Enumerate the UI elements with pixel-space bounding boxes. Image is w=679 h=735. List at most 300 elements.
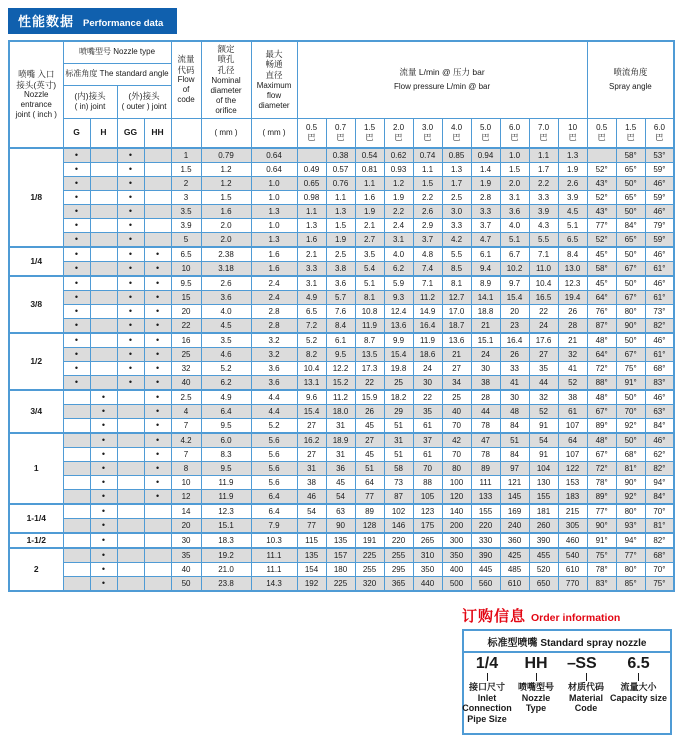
joint-dot-cell: [63, 519, 90, 534]
joint-dot-cell: •: [63, 247, 90, 262]
joint-dot-cell: •: [90, 504, 117, 519]
table-row: [9, 362, 674, 376]
flow-code-cell: 4.2: [171, 433, 201, 448]
flow-value-cell: 32: [529, 390, 558, 405]
order-tick-mark: [536, 673, 537, 681]
table-row: [9, 504, 674, 519]
flow-value-cell: 28: [471, 390, 500, 405]
spray-angle-value-cell: 53°: [645, 148, 674, 163]
orifice-value-cell: 5.2: [201, 362, 251, 376]
spray-angle-value-cell: 91°: [616, 376, 645, 391]
joint-dot-cell: •: [63, 333, 90, 348]
inlet-size-cell: 1/4: [9, 247, 63, 276]
flow-value-cell: 0.81: [355, 163, 384, 177]
flow-value-cell: 1.5: [413, 177, 442, 191]
flow-value-cell: 78: [471, 419, 500, 434]
flow-value-cell: 18.0: [326, 405, 355, 419]
max-diameter-value-cell: 1.3: [251, 233, 297, 248]
joint-dot-cell: [63, 548, 90, 563]
max-diameter-value-cell: 6.4: [251, 504, 297, 519]
joint-dot-cell: [90, 362, 117, 376]
flow-value-cell: 1.3: [297, 219, 326, 233]
order-code-label: 材质代码: [567, 682, 604, 692]
flow-value-cell: 9.3: [384, 291, 413, 305]
inlet-size-cell: 3/8: [9, 276, 63, 333]
joint-dot-cell: [144, 191, 171, 205]
flow-value-cell: 6.1: [326, 333, 355, 348]
flow-code-cell: 10: [171, 262, 201, 277]
spray-angle-value-cell: 59°: [645, 163, 674, 177]
spray-angle-value-cell: 70°: [645, 504, 674, 519]
flow-value-cell: 61: [413, 419, 442, 434]
max-diameter-value-cell: 14.3: [251, 577, 297, 592]
orifice-value-cell: 12.3: [201, 504, 251, 519]
flow-value-cell: 18.2: [384, 390, 413, 405]
joint-dot-cell: [144, 205, 171, 219]
flow-code-cell: 2.5: [171, 390, 201, 405]
flow-value-cell: 24: [529, 319, 558, 334]
joint-dot-cell: [90, 233, 117, 248]
flow-value-cell: 40: [442, 405, 471, 419]
spray-angle-value-cell: 46°: [645, 205, 674, 219]
table-row: [9, 205, 674, 219]
flow-value-cell: 22: [529, 305, 558, 319]
spray-angle-value-cell: 65°: [616, 191, 645, 205]
flow-value-cell: 2.5: [326, 247, 355, 262]
inlet-size-cell: 2: [9, 548, 63, 591]
flow-value-cell: 22: [355, 376, 384, 391]
order-code-value: HH: [524, 655, 548, 672]
joint-dot-cell: [117, 476, 144, 490]
spray-angle-value-cell: 85°: [616, 577, 645, 592]
flow-value-cell: 89: [355, 504, 384, 519]
flow-value-cell: 27: [297, 419, 326, 434]
flow-value-cell: 16.4: [500, 333, 529, 348]
flow-value-cell: 6.5: [558, 233, 587, 248]
flow-value-cell: 31: [326, 448, 355, 462]
joint-dot-cell: [63, 490, 90, 505]
spray-angle-value-cell: 46°: [645, 390, 674, 405]
flow-value-cell: 400: [442, 563, 471, 577]
flow-value-cell: 4.7: [471, 233, 500, 248]
bar-unit-label: 巴: [597, 132, 606, 142]
joint-dot-cell: •: [117, 376, 144, 391]
bar-unit-label: 巴: [481, 132, 490, 142]
flow-value-cell: 36: [326, 462, 355, 476]
flow-value-cell: 5.5: [442, 247, 471, 262]
joint-code-header: H: [90, 118, 117, 148]
flow-value-cell: 310: [413, 548, 442, 563]
flow-value-cell: 31: [326, 419, 355, 434]
joint-dot-cell: [144, 219, 171, 233]
flow-value-cell: 31: [297, 462, 326, 476]
flow-value-cell: 10.4: [529, 276, 558, 291]
max-diameter-value-cell: 5.6: [251, 462, 297, 476]
inlet-size-cell: 1-1/2: [9, 533, 63, 548]
flow-value-cell: 5.2: [297, 333, 326, 348]
joint-dot-cell: [144, 533, 171, 548]
joint-dot-cell: •: [144, 376, 171, 391]
flow-value-cell: 26: [500, 348, 529, 362]
flow-value-cell: 9.4: [471, 262, 500, 277]
inlet-size-cell: 1/8: [9, 148, 63, 247]
joint-dot-cell: •: [63, 205, 90, 219]
spray-angle-value-cell: 50°: [616, 276, 645, 291]
order-code-label: Pipe Size: [467, 713, 507, 724]
header-unit-row: [9, 118, 674, 148]
header-spray-angle: 喷流角度 Spray angle: [587, 41, 674, 118]
spray-angle-value-cell: 77°: [587, 504, 616, 519]
table-row: [9, 405, 674, 419]
joint-dot-cell: [144, 548, 171, 563]
joint-dot-cell: [90, 177, 117, 191]
flow-value-cell: 8.9: [471, 276, 500, 291]
spray-angle-value-cell: 75°: [645, 577, 674, 592]
joint-dot-cell: •: [117, 362, 144, 376]
spray-angle-col-header: [587, 118, 616, 148]
flow-value-cell: 90: [326, 519, 355, 534]
table-row: [9, 219, 674, 233]
inlet-size-cell: 1/2: [9, 333, 63, 390]
header-nozzle-type: 喷嘴型号 Nozzle type: [63, 41, 171, 63]
joint-dot-cell: •: [63, 163, 90, 177]
orifice-value-cell: 2.0: [201, 219, 251, 233]
joint-dot-cell: •: [144, 262, 171, 277]
spray-angle-value-cell: 48°: [587, 433, 616, 448]
orifice-value-cell: 6.4: [201, 405, 251, 419]
flow-value-cell: 3.1: [500, 191, 529, 205]
spray-angle-value-cell: [587, 148, 616, 163]
pressure-col-header: [529, 118, 558, 148]
flow-value-cell: 12.7: [442, 291, 471, 305]
flow-value-cell: 33: [500, 362, 529, 376]
joint-dot-cell: •: [144, 333, 171, 348]
flow-value-cell: 45: [355, 448, 384, 462]
joint-dot-cell: [117, 548, 144, 563]
flow-value-cell: 4.5: [558, 205, 587, 219]
flow-value-cell: 1.1: [413, 163, 442, 177]
flow-value-cell: 15.9: [355, 390, 384, 405]
pressure-value-label: 5.0: [479, 122, 492, 132]
pressure-col-header: [471, 118, 500, 148]
flow-value-cell: 61: [413, 448, 442, 462]
flow-value-cell: 169: [500, 504, 529, 519]
spray-angle-value-cell: 50°: [616, 433, 645, 448]
flow-value-cell: 11.2: [326, 390, 355, 405]
flow-value-cell: 2.6: [558, 177, 587, 191]
flow-value-cell: 500: [442, 577, 471, 592]
joint-dot-cell: •: [63, 319, 90, 334]
flow-value-cell: 97: [500, 462, 529, 476]
pressure-value-label: 0.7: [334, 122, 347, 132]
flow-value-cell: 5.5: [529, 233, 558, 248]
joint-dot-cell: •: [63, 348, 90, 362]
flow-value-cell: 1.9: [326, 233, 355, 248]
spray-angle-value-cell: 92°: [616, 419, 645, 434]
spray-angle-value-cell: 72°: [587, 362, 616, 376]
pressure-value-label: 7.0: [537, 122, 550, 132]
table-row: [9, 419, 674, 434]
joint-dot-cell: [144, 504, 171, 519]
flow-value-cell: 4.8: [413, 247, 442, 262]
order-information-section: [462, 605, 672, 735]
flow-value-cell: 0.54: [355, 148, 384, 163]
table-body: [9, 148, 674, 591]
spray-angle-value-cell: 50°: [616, 205, 645, 219]
flow-value-cell: 13.5: [355, 348, 384, 362]
joint-dot-cell: •: [144, 433, 171, 448]
flow-value-cell: 128: [355, 519, 384, 534]
flow-value-cell: 0.49: [297, 163, 326, 177]
spray-angle-value-cell: 92°: [616, 490, 645, 505]
joint-dot-cell: [90, 205, 117, 219]
flow-code-cell: 20: [171, 519, 201, 534]
pressure-col-header: [500, 118, 529, 148]
flow-value-cell: 48: [500, 405, 529, 419]
spray-angle-value-cell: 90°: [587, 519, 616, 534]
table-row: [9, 490, 674, 505]
joint-dot-cell: [63, 533, 90, 548]
orifice-value-cell: 21.0: [201, 563, 251, 577]
flow-value-cell: 0.74: [413, 148, 442, 163]
flow-value-cell: 4.2: [442, 233, 471, 248]
orifice-value-cell: 4.5: [201, 319, 251, 334]
flow-value-cell: 200: [442, 519, 471, 534]
joint-dot-cell: [117, 448, 144, 462]
joint-dot-cell: •: [144, 476, 171, 490]
flow-value-cell: [297, 148, 326, 163]
flow-value-cell: 45: [326, 476, 355, 490]
flow-value-cell: 155: [529, 490, 558, 505]
max-diameter-value-cell: 0.64: [251, 148, 297, 163]
joint-dot-cell: [63, 462, 90, 476]
bar-unit-label: 巴: [365, 132, 374, 142]
flow-value-cell: 84: [500, 419, 529, 434]
flow-value-cell: 27: [529, 348, 558, 362]
flow-value-cell: 0.65: [297, 177, 326, 191]
joint-dot-cell: •: [117, 219, 144, 233]
order-code-value: 6.5: [627, 655, 650, 672]
table-row: [9, 247, 674, 262]
flow-value-cell: 32: [558, 348, 587, 362]
flow-value-cell: 4.3: [529, 219, 558, 233]
pressure-col-header: [326, 118, 355, 148]
flow-value-cell: 2.4: [384, 219, 413, 233]
header-flow-code: 流量 代码 Flow of code: [171, 41, 201, 118]
order-code-label: Connection: [462, 703, 512, 714]
table-row: [9, 476, 674, 490]
flow-value-cell: 175: [413, 519, 442, 534]
flow-value-cell: 155: [471, 504, 500, 519]
spray-angle-value-cell: 75°: [616, 362, 645, 376]
flow-value-cell: 17.6: [529, 333, 558, 348]
flow-value-cell: 70: [442, 448, 471, 462]
flow-value-cell: 300: [442, 533, 471, 548]
orifice-value-cell: 1.6: [201, 205, 251, 219]
flow-value-cell: 107: [558, 419, 587, 434]
spray-angle-value-cell: 59°: [645, 233, 674, 248]
max-diameter-value-cell: 1.0: [251, 177, 297, 191]
joint-dot-cell: •: [144, 305, 171, 319]
spray-angle-value-cell: 90°: [616, 319, 645, 334]
flow-value-cell: 46: [297, 490, 326, 505]
flow-value-cell: 220: [384, 533, 413, 548]
flow-value-cell: 11.9: [413, 333, 442, 348]
flow-value-cell: 64: [558, 433, 587, 448]
flow-value-cell: 5.1: [500, 233, 529, 248]
joint-dot-cell: •: [144, 490, 171, 505]
table-row: [9, 233, 674, 248]
flow-value-cell: 7.6: [326, 305, 355, 319]
flow-value-cell: 8.5: [442, 262, 471, 277]
flow-value-cell: 26: [355, 405, 384, 419]
order-code-label: Nozzle: [521, 692, 551, 703]
flow-value-cell: 37: [413, 433, 442, 448]
spray-angle-value-cell: 68°: [645, 548, 674, 563]
flow-value-cell: 3.7: [471, 219, 500, 233]
flow-code-cell: 25: [171, 348, 201, 362]
order-title-zh: 订购信息: [462, 608, 527, 625]
spray-angle-value-cell: 52°: [587, 163, 616, 177]
spray-angle-value-cell: 67°: [616, 348, 645, 362]
flow-value-cell: 27: [355, 433, 384, 448]
flow-value-cell: 78: [471, 448, 500, 462]
flow-value-cell: 1.1: [355, 177, 384, 191]
flow-value-cell: 3.8: [326, 262, 355, 277]
flow-value-cell: 18.7: [442, 319, 471, 334]
flow-value-cell: 390: [529, 533, 558, 548]
max-diameter-value-cell: 3.2: [251, 333, 297, 348]
flow-value-cell: 11.2: [413, 291, 442, 305]
flow-value-cell: 89: [471, 462, 500, 476]
flow-value-cell: 8.2: [297, 348, 326, 362]
spray-angle-value-cell: 48°: [587, 333, 616, 348]
flow-value-cell: 220: [471, 519, 500, 534]
flow-value-cell: 350: [442, 548, 471, 563]
joint-dot-cell: [117, 577, 144, 592]
joint-dot-cell: •: [144, 419, 171, 434]
flow-value-cell: 2.2: [384, 205, 413, 219]
flow-value-cell: 4.0: [384, 247, 413, 262]
inlet-size-cell: 3/4: [9, 390, 63, 433]
joint-dot-cell: •: [90, 448, 117, 462]
table-row: [9, 291, 674, 305]
spray-angle-value-cell: 58°: [587, 262, 616, 277]
flow-value-cell: 31: [384, 433, 413, 448]
joint-dot-cell: [63, 390, 90, 405]
flow-value-cell: 73: [384, 476, 413, 490]
flow-value-cell: 24: [413, 362, 442, 376]
flow-value-cell: 13.0: [558, 262, 587, 277]
joint-dot-cell: •: [90, 548, 117, 563]
max-diameter-value-cell: 2.8: [251, 305, 297, 319]
joint-dot-cell: •: [117, 262, 144, 277]
joint-dot-cell: [144, 177, 171, 191]
pressure-col-header: [297, 118, 326, 148]
flow-value-cell: 365: [384, 577, 413, 592]
flow-value-cell: 3.0: [442, 205, 471, 219]
flow-value-cell: 41: [558, 362, 587, 376]
pressure-col-header: [558, 118, 587, 148]
bar-unit-label: 巴: [336, 132, 345, 142]
flow-value-cell: 18.9: [326, 433, 355, 448]
standard-spray-nozzle-header: 标准型喷嘴 Standard spray nozzle: [464, 631, 670, 653]
flow-value-cell: 18.8: [471, 305, 500, 319]
flow-value-cell: 45: [355, 419, 384, 434]
joint-dot-cell: [117, 504, 144, 519]
flow-value-cell: 87: [384, 490, 413, 505]
flow-value-cell: 19.8: [384, 362, 413, 376]
orifice-value-cell: 9.5: [201, 462, 251, 476]
flow-value-cell: 15.4: [297, 405, 326, 419]
joint-dot-cell: •: [63, 376, 90, 391]
flow-value-cell: 154: [297, 563, 326, 577]
flow-code-cell: 1.5: [171, 163, 201, 177]
flow-value-cell: 91: [529, 419, 558, 434]
flow-code-cell: 16: [171, 333, 201, 348]
table-header: [9, 41, 674, 148]
joint-dot-cell: [90, 333, 117, 348]
order-code-label: Capacity size: [610, 692, 668, 703]
flow-value-cell: 2.2: [413, 191, 442, 205]
flow-value-cell: 0.38: [326, 148, 355, 163]
joint-dot-cell: [63, 405, 90, 419]
order-code-dash: –: [567, 655, 576, 672]
table-row: [9, 433, 674, 448]
max-diameter-value-cell: 5.6: [251, 448, 297, 462]
joint-dot-cell: •: [144, 291, 171, 305]
flow-value-cell: 157: [326, 548, 355, 563]
table-row: [9, 148, 674, 163]
header-inlet-joint: 喷嘴 入口 接头(英寸) Nozzle entrance joint ( inch ): [9, 41, 63, 148]
flow-code-cell: 15: [171, 291, 201, 305]
flow-value-cell: 1.3: [442, 163, 471, 177]
order-information-title: [462, 605, 672, 626]
flow-value-cell: 107: [558, 448, 587, 462]
joint-dot-cell: •: [90, 419, 117, 434]
pressure-value-label: 3.0: [421, 122, 434, 132]
flow-value-cell: 390: [471, 548, 500, 563]
flow-value-cell: 5.7: [326, 291, 355, 305]
max-diameter-value-cell: 6.4: [251, 490, 297, 505]
joint-dot-cell: •: [117, 276, 144, 291]
flow-code-cell: 40: [171, 376, 201, 391]
spray-angle-value-cell: 78°: [587, 476, 616, 490]
flow-value-cell: 1.1: [529, 148, 558, 163]
flow-value-cell: 330: [471, 533, 500, 548]
flow-value-cell: 3.1: [297, 276, 326, 291]
flow-value-cell: 610: [500, 577, 529, 592]
orifice-value-cell: 0.79: [201, 148, 251, 163]
max-diameter-value-cell: 3.6: [251, 376, 297, 391]
flow-value-cell: 240: [500, 519, 529, 534]
joint-dot-cell: [144, 233, 171, 248]
spray-angle-value-cell: 61°: [645, 348, 674, 362]
joint-dot-cell: •: [63, 291, 90, 305]
joint-dot-cell: •: [90, 405, 117, 419]
joint-dot-cell: •: [144, 319, 171, 334]
flow-value-cell: 115: [297, 533, 326, 548]
flow-code-cell: 3: [171, 191, 201, 205]
flow-value-cell: 1.9: [471, 177, 500, 191]
table-row: [9, 163, 674, 177]
header-nominal-orifice-diameter: 额定 喷孔 孔径 Nominal diameter of the orifice: [201, 41, 251, 118]
flow-value-cell: 2.8: [471, 191, 500, 205]
flow-value-cell: 3.1: [384, 233, 413, 248]
bar-unit-label: 巴: [423, 132, 432, 142]
max-diameter-value-cell: 5.2: [251, 419, 297, 434]
header-flow-pressure: 流量 L/min @ 压力 bar Flow pressure L/min @ bar: [297, 41, 587, 118]
